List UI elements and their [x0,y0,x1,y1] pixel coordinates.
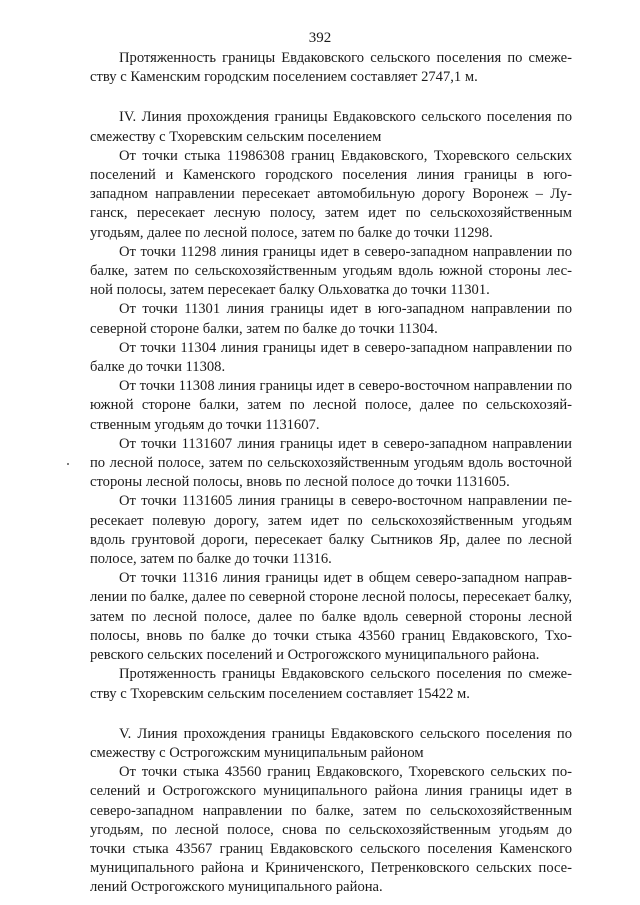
section-gap [90,704,572,725]
section-gap [90,87,572,108]
paragraph-iv-1: От точки стыка 11986308 границ Евдаковского, Тхоревского сельских поселений и Каменского городского поселения линия границы в юго-западном направлении пересекает автомобильную дорогу Воронеж – Луганск, пересекает лесную полосу, затем идет по сельскохозяйственным угодьям, далее по лесной полосе, затем по балке до точки 11298. [90,147,572,241]
section-heading-v: V. Линия прохождения границы Евдаковского сельского поселения по смежеству с Острогожским муниципальным районом [90,725,572,761]
paragraph-iv-8: От точки 11316 линия границы идет в общем северо-западном направлении по балке, далее по северной стороне лесной полосы, пересекает балку, затем по лесной полосе, далее по балке вдоль северной стороны лесной полосы, вновь по балке до точки стыка 43560 границ Евдаковского, Тхоревского сельских поселений и Острогожского муниципального района. [90,570,572,664]
scan-speck [67,463,69,465]
paragraph-kamensk-length: Протяженность границы Евдаковского сельского поселения по смежеству с Каменским городским поселением составляет 2747,1 м. [90,50,572,86]
section-heading-iv: IV. Линия прохождения границы Евдаковского сельского поселения по смежеству с Тхоревским сельским поселением [90,109,572,145]
document-body [90,49,572,898]
paragraph-iv-2: От точки 11298 линия границы идет в северо-западном направлении по балке, затем по сельскохозяйственным угодьям вдоль южной стороны лесной полосы, затем пересекает балку Ольховатка до точки 11301. [90,243,572,299]
paragraph-v-1: От точки стыка 43560 границ Евдаковского, Тхоревского сельских поселений и Острогожского муниципального района линия границы идет в северо-западном направлении по балке, затем по сельскохозяйственным угодьям, по лесной полосе, снова по сельскохозяйственным угодьям до точки стыка 43567 границ Евдаковского сельского поселения Каменского муниципального района и Криниченского, Петренковского сельских поселений Острогожского муниципального района. [90,764,572,896]
paragraph-iv-7: От точки 1131605 линия границы в северо-восточном направлении пересекает полевую дорогу, затем идет по сельскохозяйственным угодьям вдоль грунтовой дороги, пересекает балку Сытников Яр, далее по лесной полосе, затем по балке до точки 11316. [90,493,572,568]
paragraph-iv-4: От точки 11304 линия границы идет в северо-западном направлении по балке до точки 11308. [90,339,572,376]
paragraph-iv-3: От точки 11301 линия границы идет в юго-западном направлении по северной стороне балки, затем по балке до точки 11304. [90,301,572,337]
paragraph-iv-6: От точки 1131607 линия границы идет в северо-западном направлении по лесной полосе, затем по сельскохозяйственным угодьям вдоль восточной стороны лесной полосы, вновь по лесной полосе до точки 1131605. [90,435,572,491]
paragraph-iv-length: Протяженность границы Евдаковского сельского поселения по смежеству с Тхоревским сельским поселением составляет 15422 м. [90,666,572,702]
page-number: 392 [308,30,332,46]
paragraph-iv-5: От точки 11308 линия границы идет в северо-восточном направлении по южной стороне балки, затем по лесной полосе, далее по сельскохозяйственным угодьям до точки 1131607. [90,378,572,433]
